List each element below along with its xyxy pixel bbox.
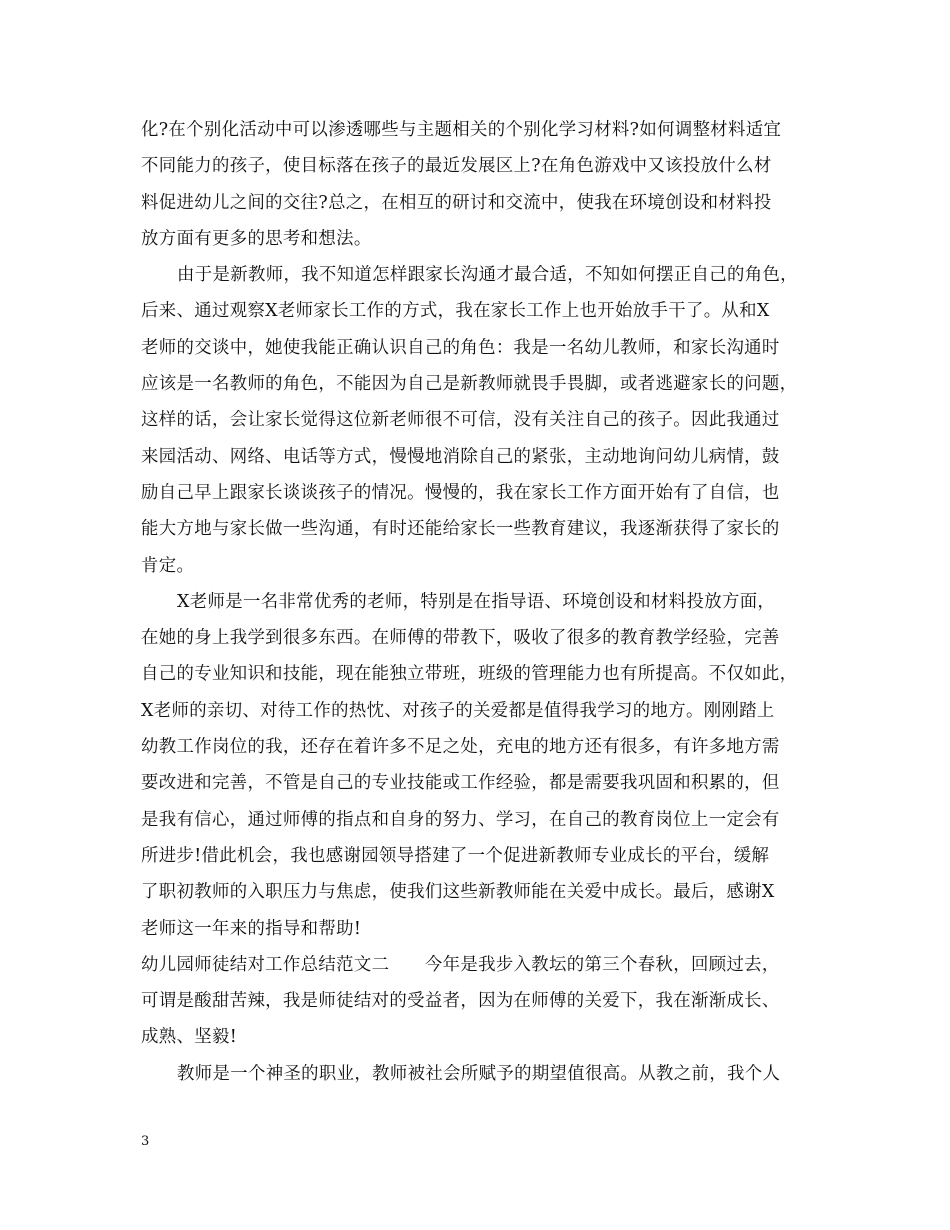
text-line: X老师是一名非常优秀的老师，特别是在指导语、环境创设和材料投放方面， xyxy=(177,591,776,612)
document-body xyxy=(141,112,826,1092)
text-line: 可谓是酸甜苦辣，我是师徒结对的受益者，因为在师傅的关爱下，我在渐渐成长、 xyxy=(141,991,780,1012)
text-line: 要改进和完善，不管是自己的专业技能或工作经验，都是需要我巩固和积累的，但 xyxy=(141,773,780,794)
text-line: 在她的身上我学到很多东西。在师傅的带教下，吸收了很多的教育教学经验，完善 xyxy=(141,628,780,649)
text-line: 能大方地与家长做一些沟通，有时还能给家长一些教育建议，我逐渐获得了家长的 xyxy=(141,519,780,540)
text-line: 料促进幼儿之间的交往?总之，在相互的研讨和交流中，使我在环境创设和材料投 xyxy=(141,192,772,213)
text-line: 由于是新教师，我不知道怎样跟家长沟通才最合适，不知如何摆正自己的角色， xyxy=(177,265,798,286)
text-line: 这样的话，会让家长觉得这位新老师很不可信，没有关注自己的孩子。因此我通过 xyxy=(141,410,780,431)
text-line: 自己的专业知识和技能，现在能独立带班，班级的管理能力也有所提高。不仅如此， xyxy=(141,664,798,685)
text-line: 幼教工作岗位的我，还存在着许多不足之处，充电的地方还有很多，有许多地方需 xyxy=(141,737,780,758)
text-line: X老师的亲切、对待工作的热忱、对孩子的关爱都是值得我学习的地方。刚刚踏上 xyxy=(141,700,775,721)
text-line: 不同能力的孩子，使目标落在孩子的最近发展区上?在角色游戏中又该投放什么材 xyxy=(141,156,772,177)
text-line: 老师这一年来的指导和帮助! xyxy=(141,918,362,939)
text-line: 化?在个别化活动中可以渗透哪些与主题相关的个别化学习材料?如何调整材料适宜 xyxy=(141,120,782,140)
text-line: 老师的交谈中，她使我能正确认识自己的角色：我是一名幼儿教师，和家长沟通时 xyxy=(141,337,780,358)
text-line: 肯定。 xyxy=(141,555,195,576)
text-line: 来园活动、网络、电话等方式，慢慢地消除自己的紧张，主动地询问幼儿病情，鼓 xyxy=(141,446,780,467)
text-line: 后来、通过观察X老师家长工作的方式，我在家长工作上也开始放手干了。从和X xyxy=(141,301,770,322)
text-line: 教师是一个神圣的职业，教师被社会所赋予的期望值很高。从教之前，我个人 xyxy=(177,1063,781,1084)
text-line: 幼儿园师徒结对工作总结范文二 今年是我步入教坛的第三个春秋，回顾过去， xyxy=(141,954,780,975)
text-line: 是我有信心，通过师傅的指点和自身的努力、学习，在自己的教育岗位上一定会有 xyxy=(141,809,780,830)
text-line: 放方面有更多的思考和想法。 xyxy=(141,228,372,249)
text-line: 励自己早上跟家长谈谈孩子的情况。慢慢的，我在家长工作方面开始有了自信，也 xyxy=(141,482,780,503)
text-line: 所进步!借此机会，我也感谢园领导搭建了一个促进新教师专业成长的平台，缓解 xyxy=(141,845,770,866)
text-line: 了职初教师的入职压力与焦虑，使我们这些新教师能在关爱中成长。最后，感谢X xyxy=(141,882,775,903)
page-number: 3 xyxy=(141,1134,150,1149)
text-line: 应该是一名教师的角色，不能因为自己是新教师就畏手畏脚，或者逃避家长的问题， xyxy=(141,374,798,395)
text-line: 成熟、坚毅! xyxy=(141,1027,238,1048)
